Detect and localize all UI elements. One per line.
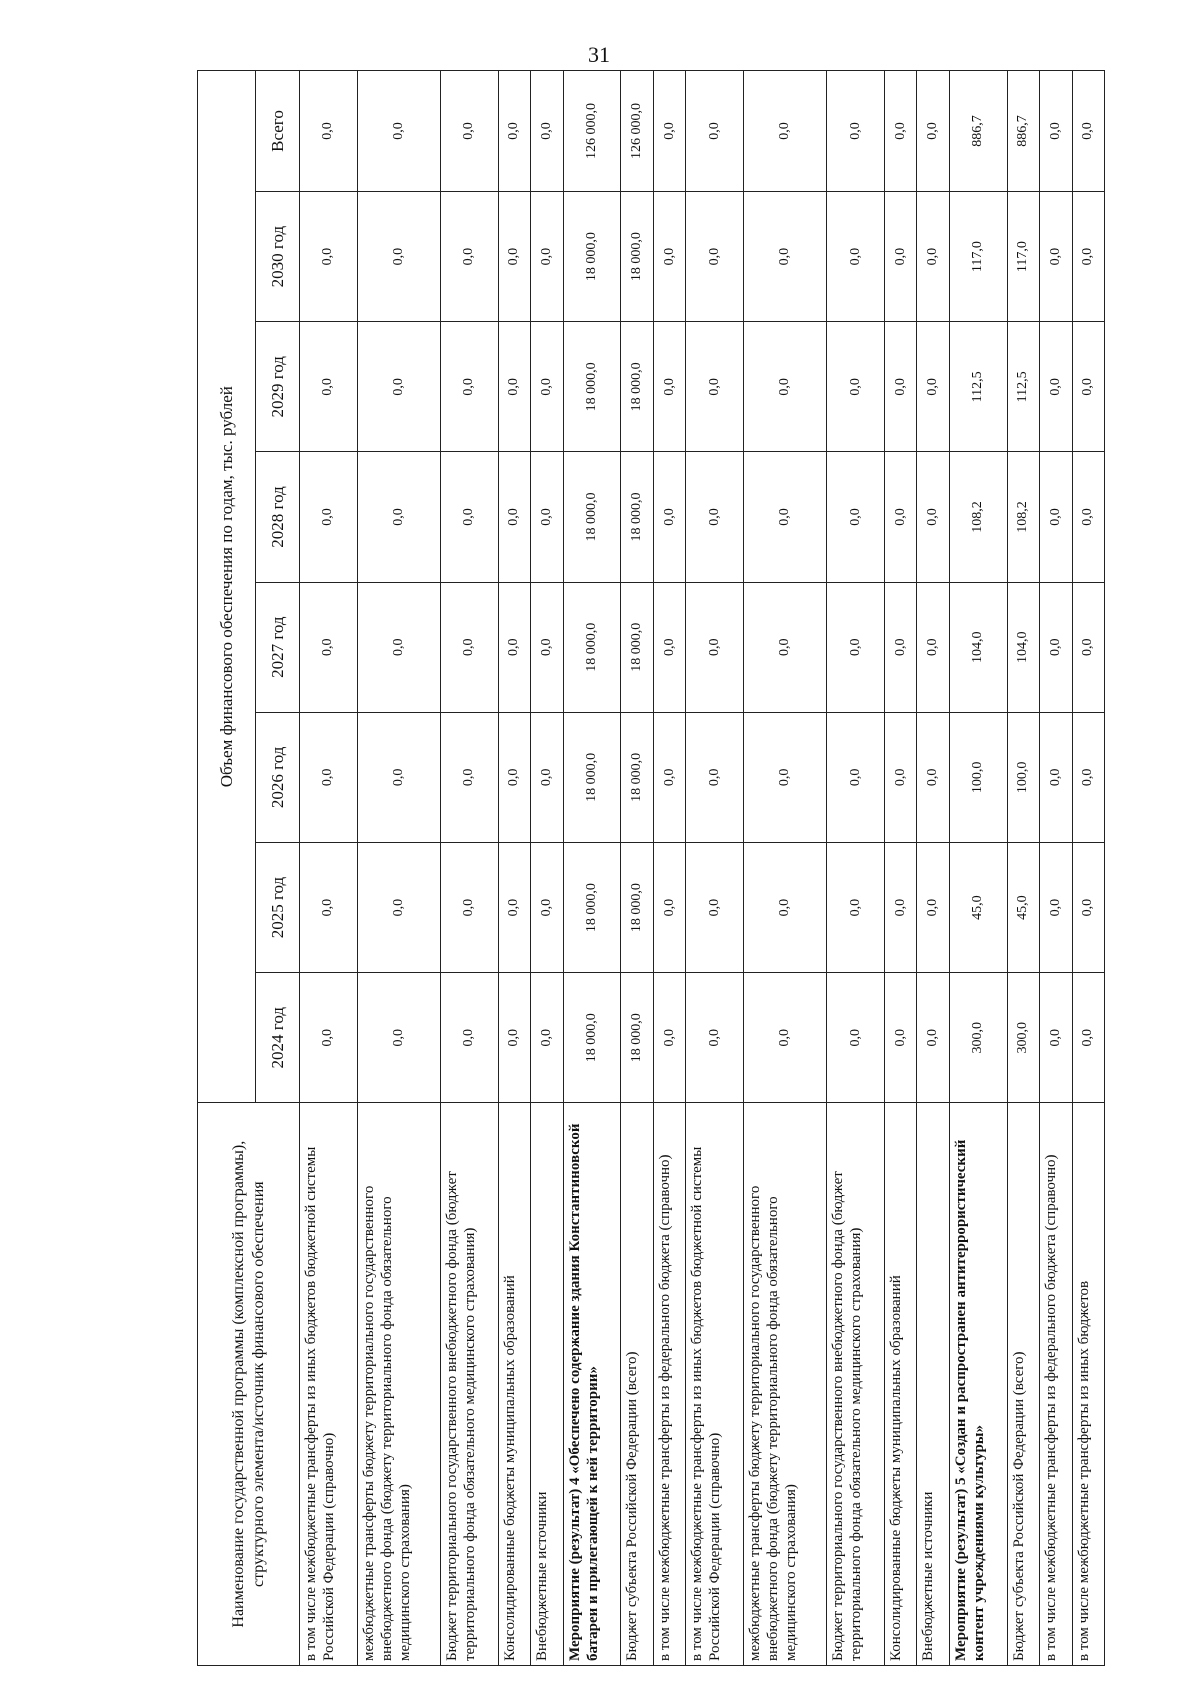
value-cell: 0,0 [653, 973, 685, 1103]
value-cell: 0,0 [300, 192, 358, 322]
value-cell: 0,0 [917, 842, 949, 972]
year-header-2024: 2024 год [256, 973, 300, 1103]
value-cell: 0,0 [357, 842, 440, 972]
total-cell: 0,0 [531, 71, 563, 192]
value-cell: 0,0 [1040, 973, 1072, 1103]
value-cell: 0,0 [653, 452, 685, 582]
total-cell: 0,0 [653, 71, 685, 192]
source-label: Внебюджетные источники [917, 1103, 949, 1666]
value-cell: 104,0 [1007, 582, 1039, 712]
value-cell: 0,0 [827, 842, 885, 972]
value-cell: 300,0 [949, 973, 1007, 1103]
value-cell: 0,0 [357, 712, 440, 842]
value-cell: 0,0 [300, 582, 358, 712]
year-header-2029: 2029 год [256, 322, 300, 452]
value-cell: 0,0 [885, 322, 917, 452]
source-label: Консолидированные бюджеты муниципальных образований [498, 1103, 530, 1666]
value-cell: 0,0 [686, 192, 744, 322]
value-cell: 0,0 [744, 322, 827, 452]
value-cell: 0,0 [653, 842, 685, 972]
value-cell: 0,0 [917, 582, 949, 712]
total-cell: 0,0 [885, 71, 917, 192]
value-cell: 0,0 [498, 842, 530, 972]
value-cell: 0,0 [917, 973, 949, 1103]
value-cell: 45,0 [1007, 842, 1039, 972]
value-cell: 0,0 [686, 582, 744, 712]
table-row [885, 71, 917, 1666]
table-row [917, 71, 949, 1666]
value-cell: 18 000,0 [621, 973, 653, 1103]
value-cell: 0,0 [498, 452, 530, 582]
table-row [1007, 71, 1039, 1666]
value-cell: 0,0 [885, 842, 917, 972]
total-cell: 0,0 [686, 71, 744, 192]
source-label: Консолидированные бюджеты муниципальных образований [885, 1103, 917, 1666]
value-cell: 0,0 [917, 322, 949, 452]
value-cell: 18 000,0 [621, 322, 653, 452]
value-cell: 18 000,0 [563, 322, 621, 452]
table-row [686, 71, 744, 1666]
value-cell: 0,0 [440, 452, 498, 582]
value-cell: 0,0 [300, 973, 358, 1103]
total-cell: 0,0 [498, 71, 530, 192]
value-cell: 0,0 [744, 712, 827, 842]
value-cell: 0,0 [531, 452, 563, 582]
measure-label: Мероприятие (результат) 5 «Создан и распространен антитеррористический контент учреждениями культуры» [949, 1103, 1007, 1666]
value-cell: 0,0 [1040, 322, 1072, 452]
value-cell: 0,0 [531, 842, 563, 972]
value-cell: 18 000,0 [621, 582, 653, 712]
name-column-header: Наименование государственной программы (комплексной программы), структурного элемента/источник финансового обеспечения [198, 1103, 300, 1666]
value-cell: 0,0 [1040, 842, 1072, 972]
value-cell: 0,0 [357, 192, 440, 322]
value-cell: 18 000,0 [563, 452, 621, 582]
source-label: в том числе межбюджетные трансферты из иных бюджетов [1072, 1103, 1105, 1666]
value-cell: 0,0 [1040, 582, 1072, 712]
value-cell: 0,0 [1072, 582, 1105, 712]
value-cell: 0,0 [498, 322, 530, 452]
source-label: в том числе межбюджетные трансферты из федерального бюджета (справочно) [1040, 1103, 1072, 1666]
value-cell: 0,0 [1072, 973, 1105, 1103]
table-row [744, 71, 827, 1666]
value-cell: 112,5 [949, 322, 1007, 452]
value-cell: 0,0 [917, 712, 949, 842]
value-cell: 0,0 [1072, 192, 1105, 322]
total-cell: 886,7 [1007, 71, 1039, 192]
table-row [531, 71, 563, 1666]
value-cell: 0,0 [744, 192, 827, 322]
value-cell: 0,0 [440, 842, 498, 972]
source-label: межбюджетные трансферты бюджету территориального государственного внебюджетного фонда (бюджету территориального фонда обязательного медицинского страхования) [357, 1103, 440, 1666]
table-row [621, 71, 653, 1666]
value-cell: 0,0 [885, 452, 917, 582]
value-cell: 18 000,0 [563, 973, 621, 1103]
value-cell: 18 000,0 [563, 842, 621, 972]
value-cell: 0,0 [300, 452, 358, 582]
source-label: Бюджет территориального государственного внебюджетного фонда (бюджет территориального фонда обязательного медицинского страхования) [827, 1103, 885, 1666]
value-cell: 0,0 [744, 582, 827, 712]
value-cell: 0,0 [686, 842, 744, 972]
value-cell: 18 000,0 [621, 192, 653, 322]
total-cell: 0,0 [300, 71, 358, 192]
total-cell: 0,0 [1040, 71, 1072, 192]
value-cell: 0,0 [440, 582, 498, 712]
header-row-1 [198, 71, 256, 1666]
value-cell: 0,0 [653, 322, 685, 452]
source-label: Бюджет субъекта Российской Федерации (всего) [621, 1103, 653, 1666]
value-cell: 0,0 [300, 322, 358, 452]
value-cell: 0,0 [357, 973, 440, 1103]
value-cell: 18 000,0 [563, 712, 621, 842]
source-label: в том числе межбюджетные трансферты из иных бюджетов бюджетной системы Российской Федерации (справочно) [686, 1103, 744, 1666]
value-cell: 0,0 [300, 842, 358, 972]
volume-header: Объем финансового обеспечения по годам, тыс. рублей [198, 71, 256, 1103]
table-row [440, 71, 498, 1666]
value-cell: 0,0 [1072, 712, 1105, 842]
value-cell: 0,0 [917, 192, 949, 322]
year-header-2025: 2025 год [256, 842, 300, 972]
value-cell: 100,0 [949, 712, 1007, 842]
table-row [949, 71, 1007, 1666]
financing-table [197, 70, 1105, 1666]
value-cell: 117,0 [949, 192, 1007, 322]
table-row [357, 71, 440, 1666]
value-cell: 0,0 [827, 973, 885, 1103]
value-cell: 0,0 [1072, 452, 1105, 582]
value-cell: 0,0 [744, 842, 827, 972]
year-header-2027: 2027 год [256, 582, 300, 712]
value-cell: 104,0 [949, 582, 1007, 712]
value-cell: 45,0 [949, 842, 1007, 972]
total-cell: 0,0 [917, 71, 949, 192]
value-cell: 117,0 [1007, 192, 1039, 322]
value-cell: 108,2 [949, 452, 1007, 582]
value-cell: 0,0 [1072, 842, 1105, 972]
value-cell: 0,0 [357, 452, 440, 582]
value-cell: 0,0 [885, 582, 917, 712]
value-cell: 0,0 [531, 192, 563, 322]
value-cell: 0,0 [440, 322, 498, 452]
total-cell: 0,0 [1072, 71, 1105, 192]
source-label: Бюджет субъекта Российской Федерации (всего) [1007, 1103, 1039, 1666]
source-label: в том числе межбюджетные трансферты из иных бюджетов бюджетной системы Российской Федерации (справочно) [300, 1103, 358, 1666]
source-label: межбюджетные трансферты бюджету территориального государственного внебюджетного фонда (бюджету территориального фонда обязательного медицинского страхования) [744, 1103, 827, 1666]
value-cell: 0,0 [440, 712, 498, 842]
value-cell: 0,0 [300, 712, 358, 842]
value-cell: 18 000,0 [563, 192, 621, 322]
value-cell: 0,0 [498, 582, 530, 712]
value-cell: 0,0 [885, 192, 917, 322]
table-row [563, 71, 621, 1666]
value-cell: 0,0 [1040, 192, 1072, 322]
value-cell: 0,0 [686, 712, 744, 842]
value-cell: 0,0 [653, 582, 685, 712]
value-cell: 0,0 [357, 582, 440, 712]
year-header-2030: 2030 год [256, 192, 300, 322]
value-cell: 0,0 [440, 192, 498, 322]
value-cell: 0,0 [498, 973, 530, 1103]
total-cell: 126 000,0 [563, 71, 621, 192]
value-cell: 0,0 [498, 192, 530, 322]
value-cell: 18 000,0 [621, 842, 653, 972]
value-cell: 0,0 [653, 192, 685, 322]
value-cell: 0,0 [531, 973, 563, 1103]
value-cell: 0,0 [827, 452, 885, 582]
total-cell: 0,0 [440, 71, 498, 192]
table-body [300, 71, 1105, 1666]
source-label: Бюджет территориального государственного внебюджетного фонда (бюджет территориального фонда обязательного медицинского страхования) [440, 1103, 498, 1666]
value-cell: 100,0 [1007, 712, 1039, 842]
value-cell: 0,0 [531, 322, 563, 452]
value-cell: 0,0 [827, 192, 885, 322]
value-cell: 0,0 [357, 322, 440, 452]
value-cell: 18 000,0 [563, 582, 621, 712]
value-cell: 0,0 [885, 973, 917, 1103]
value-cell: 0,0 [1072, 322, 1105, 452]
value-cell: 0,0 [653, 712, 685, 842]
value-cell: 0,0 [827, 582, 885, 712]
table-row [653, 71, 685, 1666]
value-cell: 0,0 [917, 452, 949, 582]
total-cell: 126 000,0 [621, 71, 653, 192]
value-cell: 0,0 [686, 973, 744, 1103]
value-cell: 300,0 [1007, 973, 1039, 1103]
value-cell: 0,0 [827, 322, 885, 452]
value-cell: 0,0 [1040, 452, 1072, 582]
table-row [1040, 71, 1072, 1666]
value-cell: 0,0 [531, 712, 563, 842]
value-cell: 18 000,0 [621, 452, 653, 582]
value-cell: 0,0 [744, 973, 827, 1103]
source-label: Внебюджетные источники [531, 1103, 563, 1666]
value-cell: 108,2 [1007, 452, 1039, 582]
total-cell: 0,0 [357, 71, 440, 192]
total-cell: 886,7 [949, 71, 1007, 192]
rotated-table-container [197, 70, 1105, 1666]
value-cell: 0,0 [744, 452, 827, 582]
total-cell: 0,0 [744, 71, 827, 192]
table-row [827, 71, 885, 1666]
measure-label: Мероприятие (результат) 4 «Обеспечено содержание здания Константиновской батареи и прилегающей к ней территории» [563, 1103, 621, 1666]
year-header-total: Всего [256, 71, 300, 192]
year-header-2028: 2028 год [256, 452, 300, 582]
year-header-2026: 2026 год [256, 712, 300, 842]
value-cell: 0,0 [1040, 712, 1072, 842]
value-cell: 0,0 [686, 322, 744, 452]
table-row [1072, 71, 1105, 1666]
total-cell: 0,0 [827, 71, 885, 192]
table-row [300, 71, 358, 1666]
value-cell: 18 000,0 [621, 712, 653, 842]
table-row [498, 71, 530, 1666]
value-cell: 0,0 [531, 582, 563, 712]
value-cell: 112,5 [1007, 322, 1039, 452]
value-cell: 0,0 [440, 973, 498, 1103]
value-cell: 0,0 [885, 712, 917, 842]
page-number: 31 [588, 42, 610, 67]
source-label: в том числе межбюджетные трансферты из федерального бюджета (справочно) [653, 1103, 685, 1666]
value-cell: 0,0 [498, 712, 530, 842]
value-cell: 0,0 [827, 712, 885, 842]
value-cell: 0,0 [686, 452, 744, 582]
